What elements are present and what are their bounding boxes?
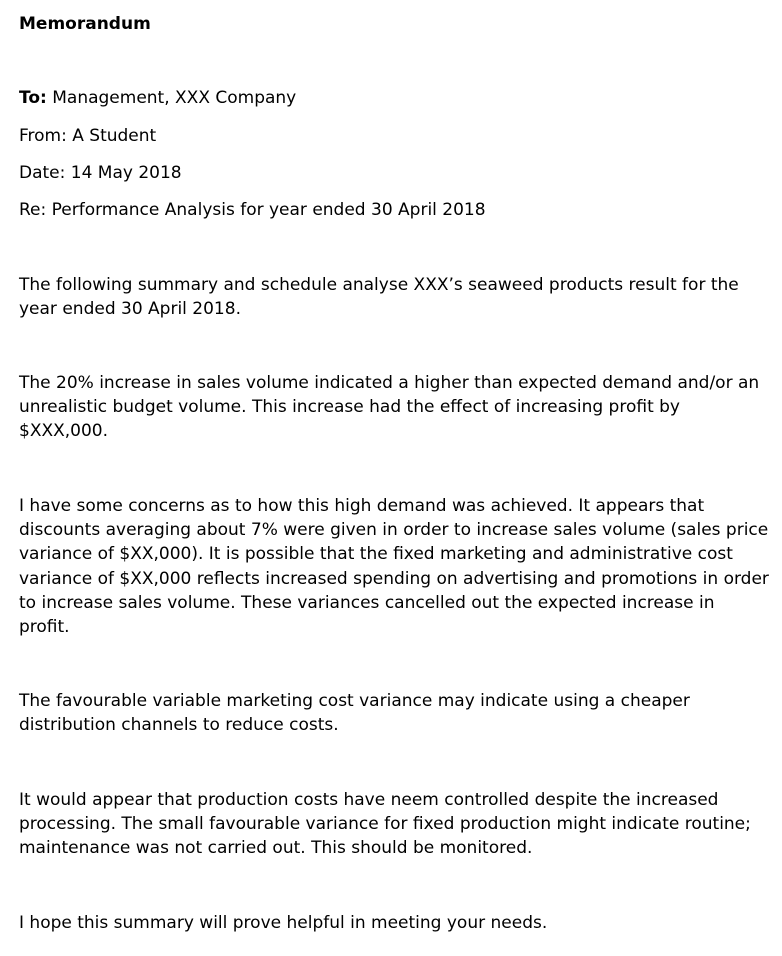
paragraph-marketing-variance: The favourable variable marketing cost variance may indicate using a cheaper distribution channels to reduce costs. (19, 691, 690, 736)
to-line (19, 86, 296, 110)
from-line: From: A Student (19, 126, 157, 146)
paragraph-production-costs: It would appear that production costs have neem controlled despite the increased processing. The small favourable variance for fixed production might indicate routine; maintenance was not carried out. This should be monitored. (19, 790, 751, 859)
to-value: Management, XXX Company (52, 88, 297, 108)
to-label: To: (19, 88, 47, 108)
subject-line: Re: Performance Analysis for year ended 30 April 2018 (19, 200, 486, 220)
paragraph-concerns: I have some concerns as to how this high demand was achieved. It appears that discounts averaging about 7% were given in order to increase sales volume (sales price variance of $XX,000). It is possible that the fixed marketing and administrative cost variance of $XX,000 reflects increased spending on advertising and promotions in order to increase sales volume. These variances cancelled out the expected increase in profit. (19, 496, 769, 638)
date-line: Date: 14 May 2018 (19, 163, 182, 183)
paragraph-sales-volume: The 20% increase in sales volume indicated a higher than expected demand and/or an unrealistic budget volume. This increase had the effect of increasing profit by $XXX,000. (19, 373, 760, 442)
memo-title: Memorandum (19, 14, 151, 34)
paragraph-intro: The following summary and schedule analyse XXX’s seaweed products result for the year ended 30 April 2018. (19, 275, 739, 320)
paragraph-closing: I hope this summary will prove helpful in meeting your needs. (19, 913, 548, 933)
